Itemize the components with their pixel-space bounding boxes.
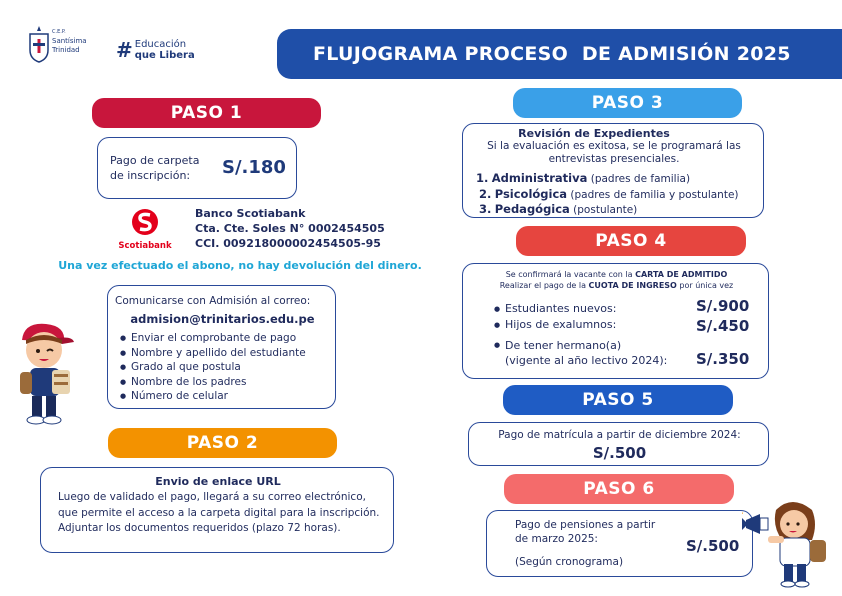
paso3-line1: Si la evaluación es exitosa, se le programará las [487,140,741,152]
paso1-payment-line2: de inscripción: [110,169,191,182]
paso2-line3: Adjuntar los documentos requeridos (plazo 72 horas). [58,522,341,534]
bank-name: Banco Scotiabank [195,207,306,220]
title-banner [277,29,842,79]
list-item: 1. Administrativa (padres de familia) [476,171,691,185]
paso6-label: PASO 6 [504,474,734,504]
school-name [52,28,102,55]
paso3-label: PASO 3 [513,88,742,118]
scotiabank-s-icon [131,207,159,237]
school-name-line1: Santísima [52,37,87,45]
list-item: 2. Psicológica (padres de familia y postulante) [479,186,739,201]
girl-megaphone-icon [742,500,838,590]
paso2-line1: Luego de validado el pago, llegará a su correo electrónico, [58,491,366,503]
contact-title: Comunicarse con Admisión al correo: [115,295,311,307]
hash-icon: # [116,38,133,62]
school-logo [28,24,50,64]
paso3-interviews-list [476,171,739,218]
no-refund-notice: Una vez efectuado el abono, no hay devolución del dinero. [58,259,422,272]
paso6-note: (Según cronograma) [515,556,624,568]
bank-account: Cta. Cte. Soles N° 0002454505 [195,222,385,235]
hashtag-line2: que Libera [134,50,195,61]
bank-info [195,206,385,251]
scotiabank-logo-text: Scotiabank [118,241,172,251]
page-title: FLUJOGRAMA PROCESO DE ADMISIÓN 2025 [313,43,791,65]
list-item: ● Enviar el comprobante de pago [120,331,306,346]
hashtag [116,39,195,61]
girl-mascot-illustration [742,500,838,590]
list-item: ● Nombre y apellido del estudiante [120,346,306,361]
paso2-label: PASO 2 [108,428,337,458]
paso1-payment-card [97,137,297,199]
list-item: ● Hijos de exalumnos: S/.450 [494,317,754,333]
list-item: 3. Pedagógica (postulante) [479,202,638,216]
paso5-label: PASO 5 [503,385,733,415]
paso2-card [40,467,394,553]
paso4-line2: Realizar el pago de la CUOTA DE INGRESO por única vez [499,281,734,290]
paso6-card [486,510,753,577]
list-item: ● De tener hermano(a) (vigente al año lectivo 2024): S/.350 [494,338,754,368]
paso1-contact-card [107,285,336,409]
list-item: ● Nombre de los padres [120,375,306,390]
paso6-text-line1: Pago de pensiones a partir [515,519,656,531]
paso4-line1: Se confirmará la vacante con la CARTA DE ADMITIDO [505,270,728,279]
paso6-amount: S/.500 [686,537,740,555]
paso3-title: Revisión de Expedientes [518,127,670,140]
contact-requirements-list [120,331,306,404]
paso4-label: PASO 4 [516,226,746,256]
school-name-line2: Trinidad [52,46,80,54]
list-item: ● Estudiantes nuevos: S/.900 [494,301,754,317]
paso5-card [468,422,769,466]
paso2-line2: que permite el acceso a la carpeta digital para la inscripción. [58,506,380,519]
paso5-text: Pago de matrícula a partir de diciembre 2024: [498,429,741,441]
paso4-card [462,263,769,379]
paso3-line2: entrevistas presenciales. [548,153,680,165]
school-small-label: C.E.P. [52,29,66,35]
paso2-title: Envio de enlace URL [155,475,281,488]
boy-student-icon [12,318,80,426]
hashtag-line1: Educación [134,39,187,50]
paso5-amount: S/.500 [592,444,647,462]
paso6-text-line2: de marzo 2025: [515,533,598,545]
list-item: ● Número de celular [120,389,306,404]
list-item: ● Grado al que postula [120,360,306,375]
contact-email[interactable]: admision@trinitarios.edu.pe [130,312,315,326]
paso1-label: PASO 1 [92,98,321,128]
bank-cci: CCI. 009218000002454505-95 [195,237,381,250]
paso4-fees-list [494,297,754,368]
paso1-amount: S/.180 [222,157,286,178]
paso1-payment-line1: Pago de carpeta [110,154,200,167]
shield-icon [28,24,50,64]
boy-mascot-illustration [12,318,80,426]
scotiabank-logo [110,207,180,251]
paso3-card [462,123,764,218]
